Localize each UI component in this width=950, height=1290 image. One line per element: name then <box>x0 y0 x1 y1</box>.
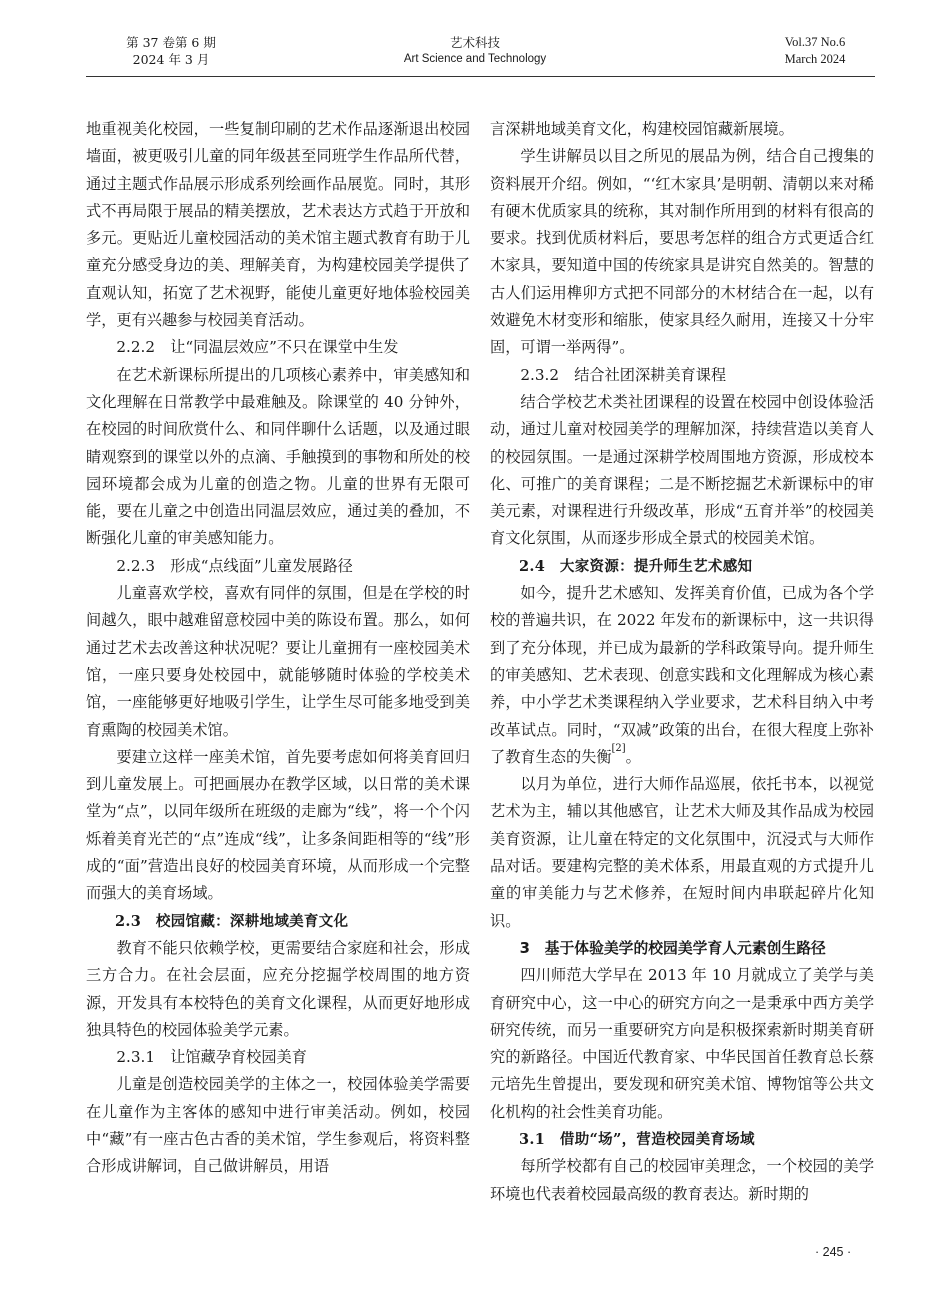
paragraph: 每所学校都有自己的校园审美理念，一个校园的美学环境也代表着校园最高级的教育表达。新时期的 <box>490 1157 874 1203</box>
header-vol-en-block <box>760 34 870 68</box>
paragraph: 儿童喜欢学校，喜欢有同伴的氛围，但是在学校的时间越久，眼中越难留意校园中美的陈设布置。那么，如何通过艺术去改善这种状况呢？要让儿童拥有一座校园美术馆，一座只要身处校园中，就能够随时体验的学校美术馆，一座能够更好地吸引学生，让学生尽可能多地受到美育熏陶的校园美术馆。 <box>86 584 470 739</box>
paragraph: 儿童是创造校园美学的主体之一，校园体验美学需要在儿童作为主客体的感知中进行审美活动。例如，校园中“藏”有一座古色古香的美术馆，学生参观后，将资料整合形成讲解词，自己做讲解员，用语 <box>86 1075 470 1176</box>
paragraph <box>490 580 874 771</box>
citation-ref: [2] <box>611 742 626 754</box>
section-heading: 3.1 借助“场”，营造校园美育场域 <box>519 1130 755 1148</box>
header-vol-en: Vol.37 No.6 <box>784 35 846 49</box>
paragraph-tail: 。 <box>625 747 641 766</box>
section-heading: 2.2.2 让“同温层效应”不只在课堂中生发 <box>116 338 399 357</box>
section-heading: 2.3.2 结合社团深耕美育课程 <box>520 365 727 384</box>
header-rule <box>86 76 875 77</box>
paragraph: 学生讲解员以目之所见的展品为例，结合自己搜集的资料展开介绍。例如，“‘红木家具’是明朝、清朝以来对稀有硬木优质家具的统称，其对制作所用到的材料有很高的要求。找到优质材料后，要思考怎样的组合方式更适合红木家具，要知道中国的传统家具是讲究自然美的。智慧的古人们运用榫卯方式把不同部分的木材结合在一起，以有效避免木材变形和缩胀，使家具经久耐用，连接又十分牢固，可谓一举两得”。 <box>490 147 874 357</box>
paragraph: 以月为单位，进行大师作品巡展，依托书本，以视觉艺术为主，辅以其他感官，让艺术大师及其作品成为校园美育资源，让儿童在特定的文化氛围中，沉浸式与大师作品对话。要建构完整的美术体系，用最直观的方式提升儿童的审美能力与艺术修养，在短时间内串联起碎片化知识。 <box>490 775 874 930</box>
paragraph: 言深耕地域美育文化，构建校园馆藏新展境。 <box>490 120 794 138</box>
header-date: 2024 年 3 月 <box>132 52 210 67</box>
header-date-en: March 2024 <box>784 52 846 66</box>
header-journal-cn: 艺术科技 <box>449 35 500 50</box>
right-column <box>490 116 874 1208</box>
section-heading: 3 基于体验美学的校园美学育人元素创生路径 <box>519 939 826 957</box>
paragraph: 地重视美化校园，一些复制印刷的艺术作品逐渐退出校园墙面，被更吸引儿童的同年级甚至同班学生作品所代替，通过主题式作品展示形成系列绘画作品展览。同时，其形式不再局限于展品的精美摆放，艺术表达方式趋于开放和多元。更贴近儿童校园活动的美术馆主题式教育有助于儿童充分感受身边的美、理解美育，为构建校园美学提供了直观认知，拓宽了艺术视野，能使儿童更好地体验校园美学，更有兴趣参与校园美育活动。 <box>86 120 470 330</box>
page-number: · 245 · <box>815 1245 852 1259</box>
section-heading: 2.2.3 形成“点线面”儿童发展路径 <box>116 556 353 575</box>
paragraph: 要建立这样一座美术馆，首先要考虑如何将美育回归到儿童发展上。可把画展办在教学区域，以日常的美术课堂为“点”，以同年级所在班级的走廊为“线”，将一个个闪烁着美育光芒的“点”连成“线”，让多条间距相等的“线”形成的“面”营造出良好的校园美育环境，从而形成一个完整而强大的美育场域。 <box>86 747 470 903</box>
section-heading: 2.3.1 让馆藏孕育校园美育 <box>116 1048 307 1067</box>
paragraph: 四川师范大学早在 2013 年 10 月就成立了美学与美育研究中心，这一中心的研究方向之一是秉承中西方美学研究传统，而另一重要研究方向是积极探索新时期美育研究的新路径。中国近代教育家、中华民国首任教育总长蔡元培先生曾提出，要发现和研究美术馆、博物馆等公共文化机构的社会性美育功能。 <box>490 966 874 1121</box>
section-heading: 2.4 大家资源：提升师生艺术感知 <box>519 557 753 575</box>
header-journal-block <box>375 34 575 68</box>
paragraph-text: 如今，提升艺术感知、发挥美育价值，已成为各个学校的普遍共识，在 2022 年发布的新课标中，这一共识得到了充分体现，并已成为最新的学科政策导向。提升师生的审美感知、艺术表现、创意实践和文化理解成为核心素养，中小学艺术类课程纳入学业要求，艺术科目纳入中考改革试点。同时，“双减”政策的出台，在很大程度上弥补了教育生态的失衡 <box>490 584 874 766</box>
left-column <box>86 116 470 1181</box>
paragraph: 结合学校艺术类社团课程的设置在校园中创设体验活动，通过儿童对校园美学的理解加深，持续营造以美育人的校园氛围。一是通过深耕学校周围地方资源，形成校本化、可推广的美育课程；二是不断挖掘艺术新课标中的审美元素，对课程进行升级改革，形成“五育并举”的校园美育文化氛围，从而逐步形成全景式的校园美术馆。 <box>490 392 874 548</box>
header-volume: 第 37 卷第 6 期 <box>126 35 216 50</box>
section-heading: 2.3 校园馆藏：深耕地域美育文化 <box>115 912 349 930</box>
paragraph: 教育不能只依赖学校，更需要结合家庭和社会，形成三方合力。在社会层面，应充分挖掘学校周围的地方资源，开发具有本校特色的美育文化课程，从而更好地形成独具特色的校园体验美学元素。 <box>86 938 470 1039</box>
paragraph: 在艺术新课标所提出的几项核心素养中，审美感知和文化理解在日常教学中最难触及。除课堂的 40 分钟外，在校园的时间欣赏什么、和同伴聊什么话题，以及通过眼睛观察到的课堂以外的点滴、手触摸到的事物和所处的校园环境都会成为儿童的创造之物。儿童的世界有无限可能，要在儿童之中创造出同温层效应，通过美的叠加，不断强化儿童的审美感知能力。 <box>86 365 470 548</box>
header-journal-en: Art Science and Technology <box>403 53 547 65</box>
header-volume-block <box>86 34 256 68</box>
